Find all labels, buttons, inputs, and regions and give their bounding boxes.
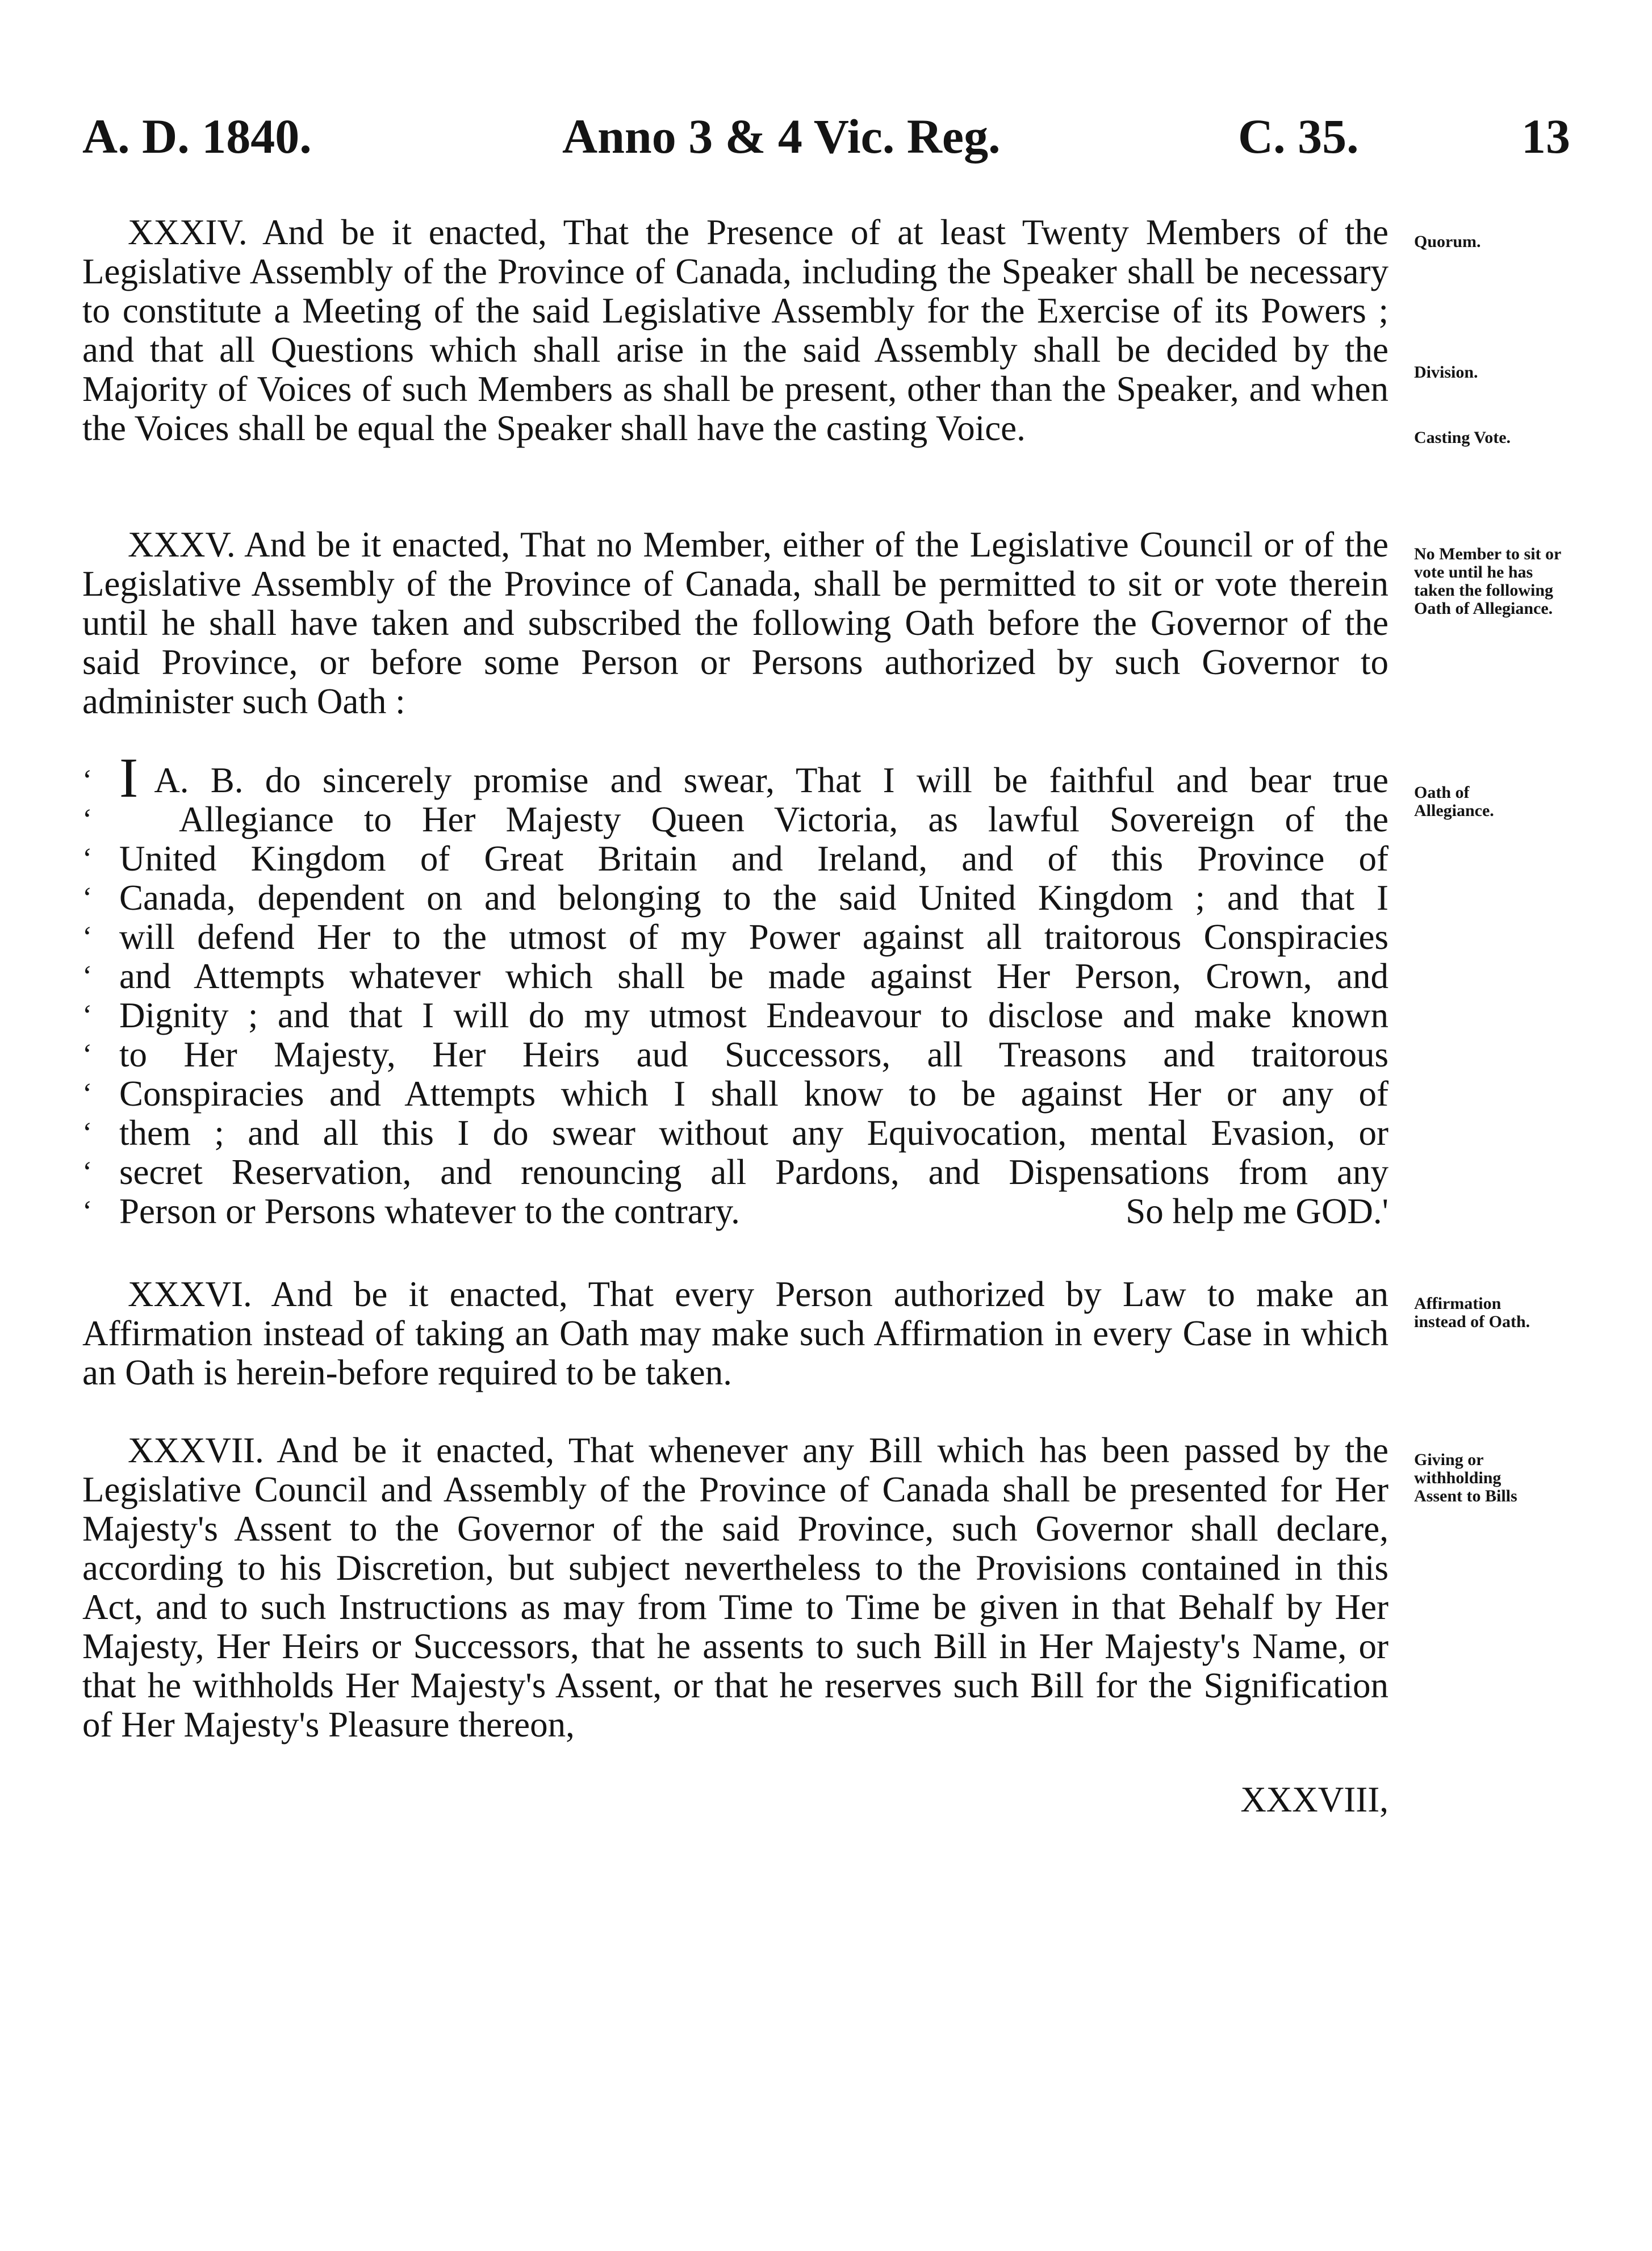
section-36-text: XXXVI. And be it enacted, That every Person authorized by Law to make an Affirmation instead of taking an Oath may make such Affirmation in every Case in which an Oath is herein-before required to be taken. — [82, 1274, 1388, 1392]
header-year: A. D. 1840. — [82, 109, 312, 164]
oath-line: ‘ Conspiracies and Attempts which I shall know to be against Her or any of — [82, 1074, 1388, 1114]
margin-note-quorum: Quorum. — [1414, 232, 1481, 251]
header-title: Anno 3 & 4 Vic. Reg. — [562, 109, 1001, 164]
oath-line: ‘ them ; and all this I do swear without any Equivocation, mental Evasion, or — [82, 1114, 1388, 1153]
section-36 — [82, 1275, 1388, 1392]
section-34 — [82, 213, 1388, 448]
margin-note-no-member: No Member to sit or vote until he has taken the following Oath of Allegiance. — [1414, 545, 1561, 618]
margin-note-division: Division. — [1414, 363, 1478, 382]
section-35 — [82, 525, 1388, 721]
margin-note-casting-vote: Casting Vote. — [1414, 428, 1511, 447]
oath-closing: So help me GOD.' — [1126, 1191, 1388, 1231]
section-37-text: XXXVII. And be it enacted, That whenever any Bill which has been passed by the Legislative Council and Assembly of the Province of Canada shall be presented for Her Majesty's Assent to the Governor of the said Province, such Governor shall declare, according to his Discretion, but subject nevertheless to the Provisions contained in this Act, and to such Instructions as may from Time to Time be given in that Behalf by Her Majesty, Her Heirs or Successors, that he assents to such Bill in Her Majesty's Name, or that he withholds Her Majesty's Assent, or that he reserves such Bill for the Signification of Her Majesty's Pleasure thereon, — [82, 1430, 1388, 1744]
oath-line: ‘ Canada, dependent on and belonging to the said United Kingdom ; and that I — [82, 878, 1388, 918]
oath-line: ‘ secret Reservation, and renouncing all Pardons, and Dispensations from any — [82, 1153, 1388, 1192]
oath-line: ‘ to Her Majesty, Her Heirs aud Successors, all Treasons and traitorous — [82, 1035, 1388, 1074]
oath-line-last: ‘ Person or Persons whatever to the contrary. So help me GOD.' — [82, 1192, 1388, 1231]
oath-line: ‘ Dignity ; and that I will do my utmost Endeavour to disclose and make known — [82, 996, 1388, 1035]
oath-block — [82, 746, 1388, 1231]
margin-note-assent: Giving or withholding Assent to Bills — [1414, 1450, 1517, 1505]
section-37 — [82, 1431, 1388, 1744]
oath-line: ‘ I A. B. do sincerely promise and swear, That I will be faithful and bear true — [82, 761, 1388, 800]
header-chapter: C. 35. — [1238, 109, 1359, 164]
oath-line: ‘ United Kingdom of Great Britain and Ireland, and of this Province of — [82, 839, 1388, 878]
catchword: XXXVIII, — [1240, 1780, 1388, 1819]
page-number: 13 — [1521, 109, 1570, 164]
oath-line: ‘ and Attempts whatever which shall be made against Her Person, Crown, and — [82, 957, 1388, 996]
section-35-text: XXXV. And be it enacted, That no Member, either of the Legislative Council or of the Legislative Assembly of the Province of Canada, shall be permitted to sit or vote therein until he shall have taken and subscribed the following Oath before the Governor of the said Province, or before some Person or Persons authorized by such Governor to administer such Oath : — [82, 525, 1388, 721]
section-34-text: XXXIV. And be it enacted, That the Presence of at least Twenty Members of the Legislative Assembly of the Province of Canada, including the Speaker shall be necessary to constitute a Meeting of the said Legislative Assembly for the Exercise of its Powers ; and that all Questions which shall arise in the said Assembly shall be decided by the Majority of Voices of such Members as shall be present, other than the Speaker, and when the Voices shall be equal the Speaker shall have the casting Voice. — [82, 212, 1388, 448]
running-header — [82, 105, 1570, 168]
oath-line: ‘ will defend Her to the utmost of my Power against all traitorous Conspiracies — [82, 918, 1388, 957]
oath-initial: I — [119, 746, 139, 809]
margin-note-affirmation: Affirmation instead of Oath. — [1414, 1294, 1530, 1331]
oath-line: ‘ Allegiance to Her Majesty Queen Victoria, as lawful Sovereign of the — [82, 800, 1388, 839]
margin-note-oath: Oath of Allegiance. — [1414, 783, 1494, 820]
